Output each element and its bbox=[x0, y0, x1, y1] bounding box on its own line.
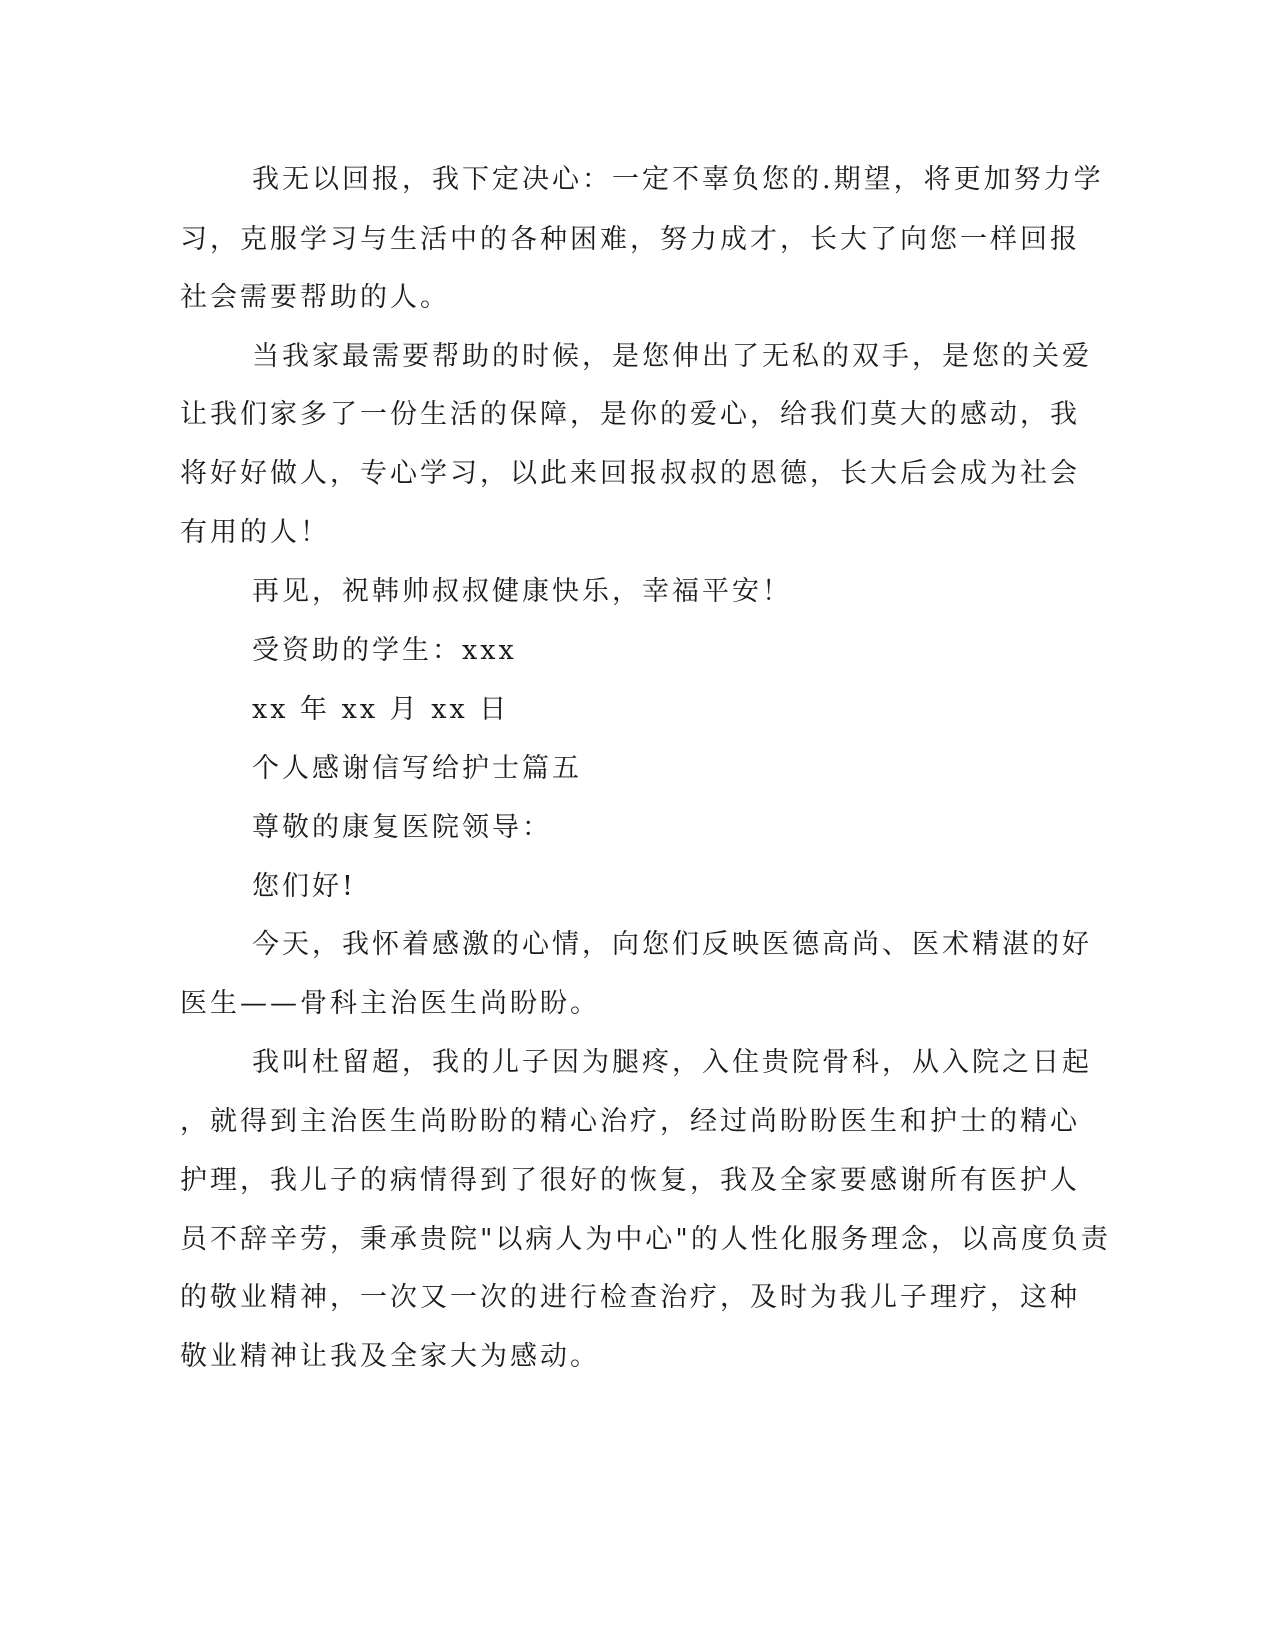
text-line: 习，克服学习与生活中的各种困难，努力成才，长大了向您一样回报 bbox=[180, 224, 1080, 255]
text-line: 当我家最需要帮助的时候，是您伸出了无私的双手，是您的关爱 bbox=[252, 341, 1092, 372]
text-line: 将好好做人，专心学习，以此来回报叔叔的恩德，长大后会成为社会 bbox=[180, 458, 1080, 489]
greeting: 您们好! bbox=[252, 871, 356, 902]
text-line: 社会需要帮助的人。 bbox=[180, 282, 450, 313]
date-line: xx 年 xx 月 xx 日 bbox=[252, 694, 510, 725]
text-line: 我叫杜留超，我的儿子因为腿疼，入住贵院骨科，从入院之日起 bbox=[252, 1047, 1092, 1078]
text-line: 护理，我儿子的病情得到了很好的恢复，我及全家要感谢所有医护人 bbox=[180, 1165, 1080, 1196]
text-line: ，就得到主治医生尚盼盼的精心治疗，经过尚盼盼医生和护士的精心 bbox=[180, 1106, 1080, 1137]
text-line: 让我们家多了一份生活的保障，是你的爱心，给我们莫大的感动，我 bbox=[180, 399, 1080, 430]
text-line: 的敬业精神，一次又一次的进行检查治疗，及时为我儿子理疗，这种 bbox=[180, 1282, 1080, 1313]
section-title: 个人感谢信写给护士篇五 bbox=[252, 753, 582, 784]
text-line: 今天，我怀着感激的心情，向您们反映医德高尚、医术精湛的好 bbox=[252, 929, 1092, 960]
text-line: 医生——骨科主治医生尚盼盼。 bbox=[180, 988, 600, 1019]
salutation: 尊敬的康复医院领导： bbox=[252, 812, 552, 843]
signature-line: 受资助的学生：xxx bbox=[252, 635, 517, 666]
text-line: 再见，祝韩帅叔叔健康快乐，幸福平安！ bbox=[252, 576, 792, 607]
text-line: 员不辞辛劳，秉承贵院"以病人为中心"的人性化服务理念，以高度负责 bbox=[180, 1224, 1111, 1255]
text-line: 敬业精神让我及全家大为感动。 bbox=[180, 1341, 600, 1372]
text-line: 有用的人！ bbox=[180, 517, 330, 548]
text-line: 我无以回报，我下定决心：一定不辜负您的.期望，将更加努力学 bbox=[252, 164, 1104, 195]
